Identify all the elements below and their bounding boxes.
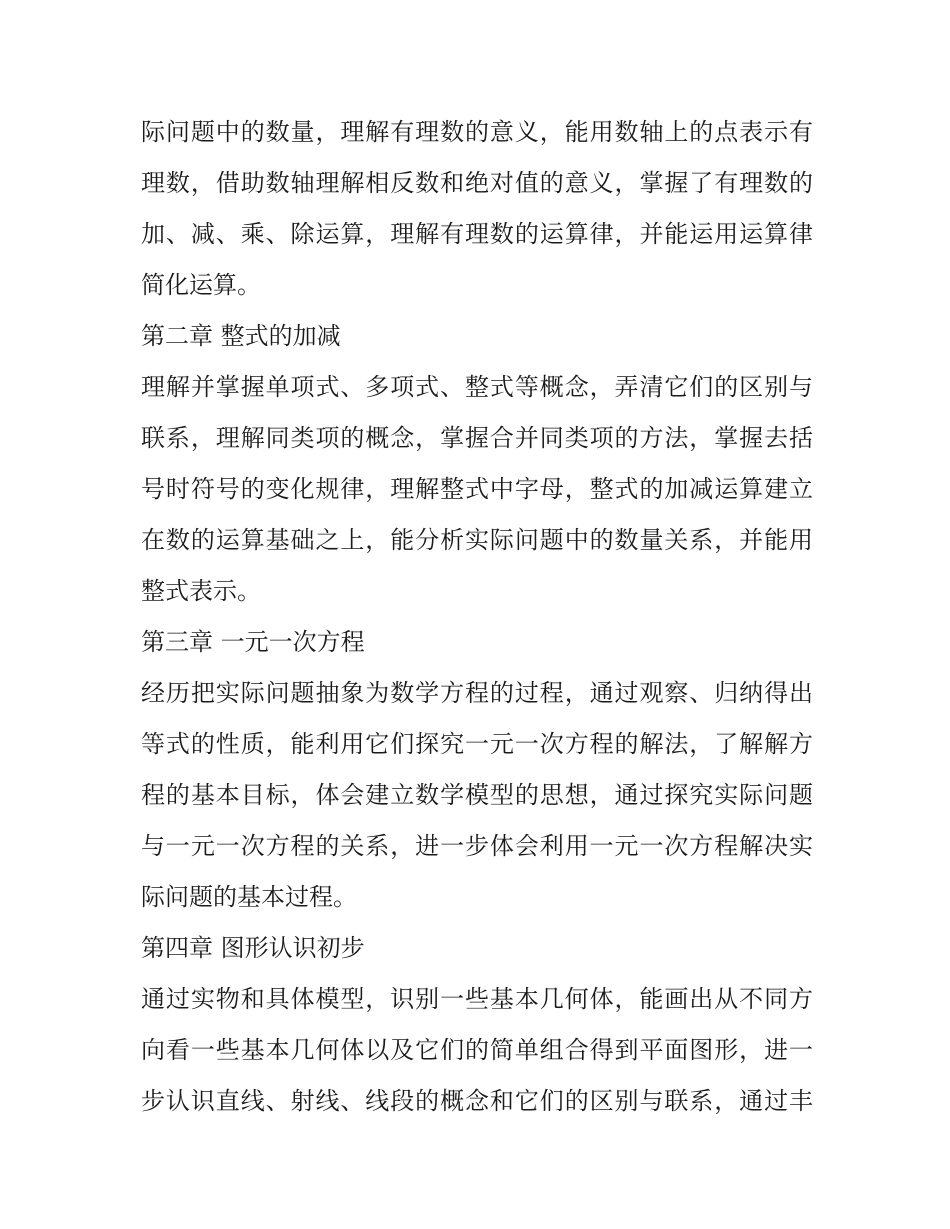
chapter-2-heading: 第二章 整式的加减 xyxy=(141,322,341,350)
paragraph-line: 经历把实际问题抽象为数学方程的过程，通过观察、归纳得出 xyxy=(141,679,813,707)
paragraph-line: 号时符号的变化规律，理解整式中字母，整式的加减运算建立 xyxy=(141,475,813,503)
paragraph-line: 程的基本目标，体会建立数学模型的思想，通过探究实际问题 xyxy=(141,781,813,809)
paragraph-line: 向看一些基本几何体以及它们的简单组合得到平面图形，进一 xyxy=(141,1036,813,1064)
paragraph-line: 步认识直线、射线、线段的概念和它们的区别与联系，通过丰 xyxy=(141,1087,813,1115)
intro-paragraph xyxy=(141,107,813,311)
paragraph-line: 联系，理解同类项的概念，掌握合并同类项的方法，掌握去括 xyxy=(141,424,813,452)
chapter-4-heading: 第四章 图形认识初步 xyxy=(141,934,365,962)
paragraph-line: 通过实物和具体模型，识别一些基本几何体，能画出从不同方 xyxy=(141,985,813,1013)
paragraph-line: 与一元一次方程的关系，进一步体会利用一元一次方程解决实 xyxy=(141,832,813,860)
paragraph-line: 际问题的基本过程。 xyxy=(141,883,357,911)
paragraph-line: 等式的性质，能利用它们探究一元一次方程的解法，了解解方 xyxy=(141,730,813,758)
paragraph-line: 在数的运算基础之上，能分析实际问题中的数量关系，并能用 xyxy=(141,526,813,554)
paragraph-line: 际问题中的数量，理解有理数的意义，能用数轴上的点表示有 xyxy=(141,118,813,146)
chapter-3-section xyxy=(141,617,813,923)
chapter-4-section xyxy=(141,923,813,1127)
paragraph-line: 理数，借助数轴理解相反数和绝对值的意义，掌握了有理数的 xyxy=(141,169,813,197)
chapter-3-heading: 第三章 一元一次方程 xyxy=(141,628,365,656)
paragraph-line: 整式表示。 xyxy=(141,577,261,605)
paragraph-line: 加、减、乘、除运算，理解有理数的运算律，并能运用运算律 xyxy=(141,220,813,248)
paragraph-line: 理解并掌握单项式、多项式、整式等概念，弄清它们的区别与 xyxy=(141,373,813,401)
chapter-2-section xyxy=(141,311,813,617)
document-body xyxy=(141,107,813,1127)
paragraph-line: 简化运算。 xyxy=(141,271,261,299)
